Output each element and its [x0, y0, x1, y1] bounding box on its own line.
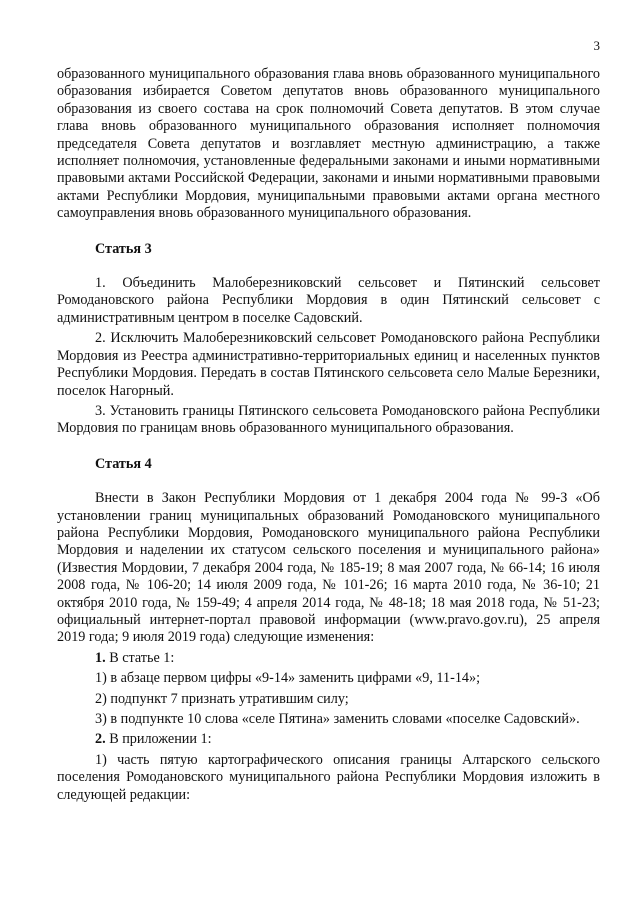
amendment-item: 2) подпункт 7 признать утратившим силу; — [95, 690, 349, 707]
amendment-item: 3) в подпункте 10 слова «селе Пятина» заменить словами «поселке Садовский». — [95, 711, 580, 727]
amendment-item: 1) часть пятую картографического описания границы Алтарского сельского поселения Ромодановского муниципального района Республики Мордовия изложить в следующей редакции: — [57, 751, 600, 803]
page-number: 3 — [593, 38, 600, 53]
amendment-section-1 — [57, 650, 600, 667]
article-3-item-2: 2. Исключить Малоберезниковский сельсовет Ромодановского района Республики Мордовия из Реестра административно-территориальных единиц и населенных пунктов Республики Мордовия. Передать в состав Пятинского сельсовета село Малые Березники, поселок Нагорный. — [57, 330, 600, 399]
intro-paragraph: образованного муниципального образования глава вновь образованного муниципального образования избирается Советом депутатов вновь образованного муниципального образования из своего состава на срок полномочий Совета депутатов. В этом случае глава вновь образованного муниципального образования исполняет полномочия председателя Совета депутатов и возглавляет местную администрацию, а также исполняет полномочия, установленные федеральными законами и иными нормативными правовыми актами Российской Федерации, законами и иными нормативными правовыми актами Республики Мордовия, муниципальными правовыми актами органа местного самоуправления вновь образованного муниципального образования. — [57, 66, 600, 222]
section-title: В статье 1: — [105, 649, 175, 666]
amendment-item: 1) в абзаце первом цифры «9-14» заменить цифрами «9, 11-14»; — [95, 670, 481, 687]
section-number: 1. — [95, 649, 106, 666]
article-3-heading: Статья 3 — [95, 240, 152, 257]
document-body — [57, 66, 600, 804]
article-3-item-3: 3. Установить границы Пятинского сельсовета Ромодановского района Республики Мордовия по границам вновь образованного муниципального образования. — [57, 402, 600, 437]
article-4-heading: Статья 4 — [95, 455, 152, 472]
section-number: 2. — [95, 731, 106, 748]
article-3-item-1: 1. Объединить Малоберезниковский сельсовет и Пятинский сельсовет Ромодановского района Республики Мордовия в один Пятинский сельсовет с административным центром в поселке Садовский. — [57, 275, 600, 326]
article-4-intro: Внести в Закон Республики Мордовия от 1 декабря 2004 года № 99-З «Об установлении границ муниципальных образований Ромодановского муниципального района Республики Мордовия, Ромодановского муниципального района Республики Мордовия и наделении их статусом сельского поселения и муниципального района» (Известия Мордовии, 7 декабря 2004 года, № 185-19; 8 мая 2007 года, № 66-14; 16 июля 2008 года, № 106-20; 14 июля 2009 года, № 101-26; 16 марта 2010 года, № 36-10; 21 октября 2010 года, № 159-49; 4 апреля 2014 года, № 48-18; 18 мая 2018 года, № 51-23; официальный интернет-портал правовой информации (www.pravo.gov.ru), 25 апреля 2019 года; 9 июля 2019 года) следующие изменения: — [57, 490, 600, 646]
amendments-list — [57, 650, 600, 804]
amendment-section-2 — [57, 731, 600, 748]
section-title: В приложении 1: — [105, 731, 212, 748]
